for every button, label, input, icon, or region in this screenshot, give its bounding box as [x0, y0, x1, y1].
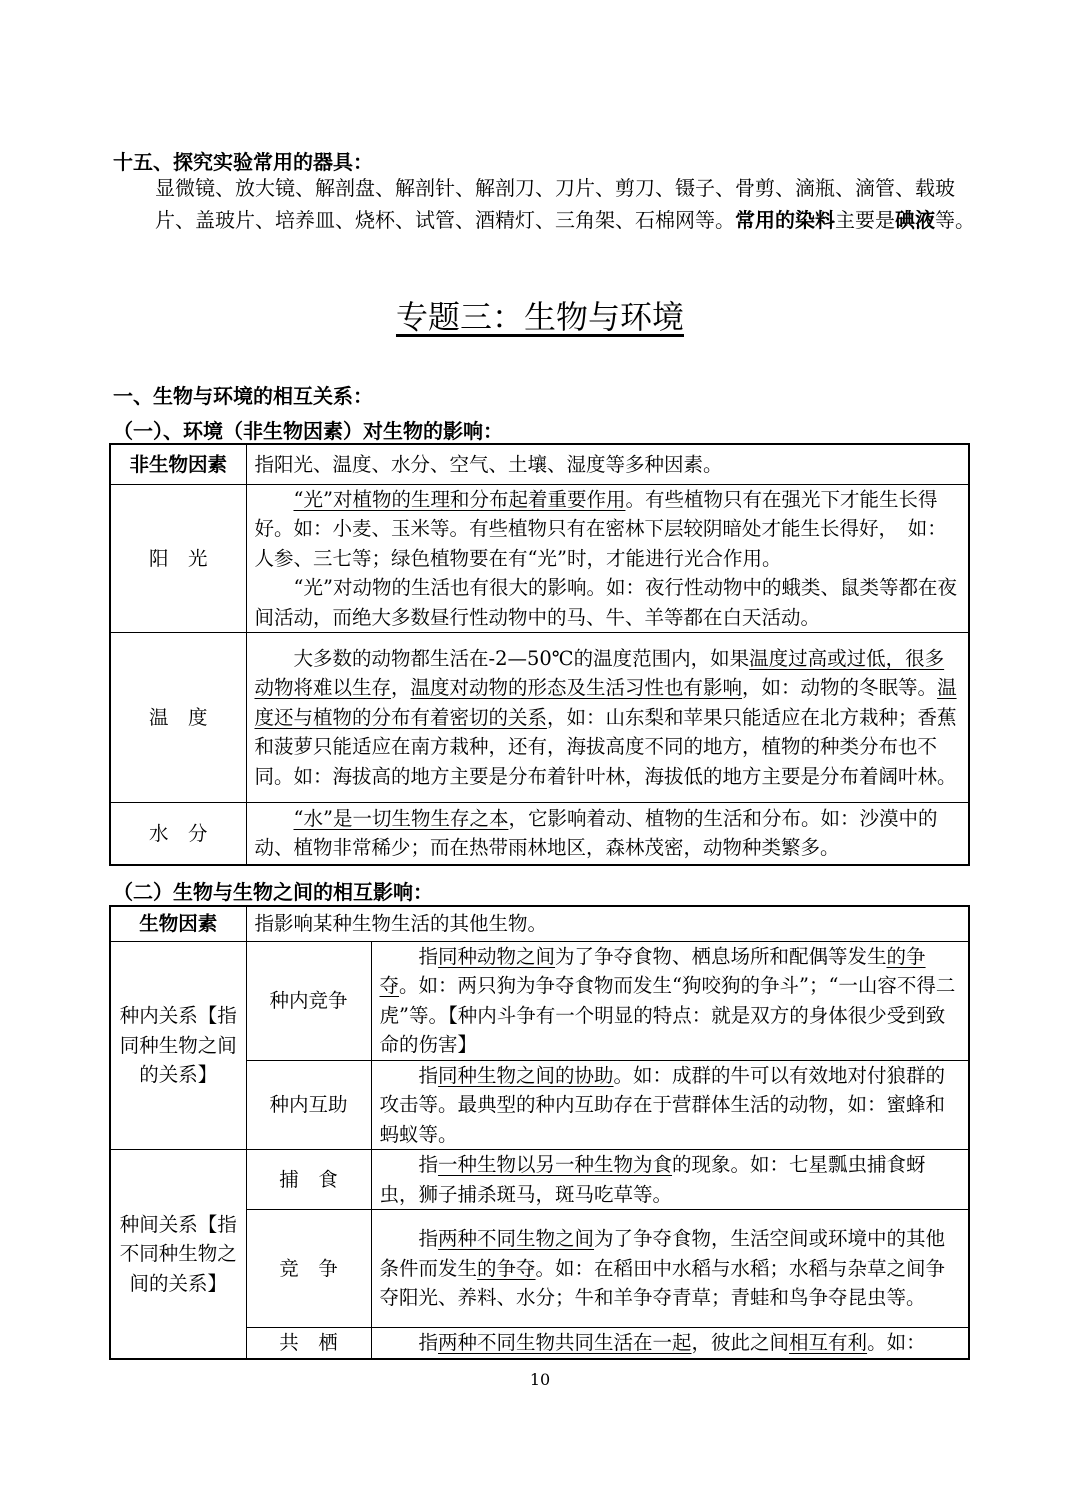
sub2-heading: （二）生物与生物之间的相互影响：: [113, 880, 433, 904]
water-label: 水 分: [110, 803, 246, 865]
topic-title-text: 专题三：生物与环境: [395, 298, 684, 336]
sunlight-text: [246, 484, 969, 633]
iodine-text: 碘液: [895, 208, 935, 232]
sym-key-1: 两种不同生物共同生活在一起: [438, 1331, 692, 1354]
symbiosis-label: 共 栖: [246, 1328, 371, 1359]
predation-paragraph: [380, 1150, 961, 1209]
biotic-definition: 指影响某种生物生活的其他生物。: [246, 906, 969, 941]
symbiosis-paragraph: [380, 1328, 961, 1358]
dye-label: 常用的染料: [735, 208, 835, 232]
icomp-text-b: 为了争夺食物，生活空间或环境中的其他条件而发生: [379, 1227, 946, 1280]
intraspecific-competition-label: 种内竞争: [246, 941, 371, 1060]
temp-key-3: 温度还与植物的分布有着密切的关系: [254, 676, 957, 729]
predation-label: 捕 食: [246, 1150, 371, 1210]
temp-text-d: ，如：山东梨和苹果只能适应在北方栽种；香蕉和菠萝只能适应在南方栽种，还有，海拔高度不同的地方，植物的种类分布也不同。如：海拔高的地方主要是分布着针叶林，海拔低的地方主要是分布着阔叶林。: [254, 705, 957, 788]
water-key-point: “水”是一切生物生存之本: [293, 806, 509, 830]
table-row: [110, 906, 969, 941]
abiotic-definition: 指阳光、温度、水分、空气、土壤、湿度等多种因素。: [246, 444, 969, 484]
equipment-text: 片、盖玻片、培养皿、烧杯、试管、酒精灯、三角架、石棉网等。: [155, 208, 735, 232]
water-detail: ，它影响着动、植物的生活和分布。如：沙漠中的动、植物非常稀少；而在热带雨林地区，森林茂密，动物种类繁多。: [254, 806, 938, 860]
section15-line1: 显微镜、放大镜、解剖盘、解剖针、解剖刀、刀片、剪刀、镊子、骨剪、滴瓶、滴管、载玻: [155, 176, 955, 200]
sunlight-paragraph-1: [255, 485, 961, 574]
temp-key-2: 温度对动物的形态及生活习性也有影响: [410, 676, 743, 700]
icomp-text-a: 指: [418, 1227, 439, 1251]
comp-key-2: 的争夺: [379, 944, 926, 997]
interspecific-competition-paragraph: [380, 1224, 961, 1313]
intraspecific-cooperation-label: 种内互助: [246, 1060, 371, 1150]
comp-text-b: 为了争夺食物、栖息场所和配偶等发生: [555, 944, 887, 968]
pred-key: 一种生物以另一种生物为食: [438, 1153, 673, 1176]
intraspecific-competition-paragraph: [380, 942, 961, 1060]
temp-text-a: 大多数的动物都生活在-2—50℃的温度范围内，如果: [293, 646, 750, 670]
sunlight-detail: 。有些植物只有在强光下才能生长得好。如：小麦、玉米等。有些植物只有在密林下层较阴暗处才能生长得好， 如：人参、三七等；绿色植物要在有“光”时，才能进行光合作用。: [254, 487, 947, 570]
interspecific-competition-text: [371, 1210, 969, 1328]
comp-text-a: 指: [418, 944, 439, 968]
abiotic-factors-table: [109, 443, 970, 866]
biotic-label: 生物因素: [110, 906, 246, 941]
pred-text-b: 的现象。如：七星瓢虫捕食蚜虫，狮子捕杀斑马，斑马吃草等。: [379, 1153, 926, 1206]
intraspecific-cooperation-paragraph: [380, 1061, 961, 1150]
temperature-text: [246, 633, 969, 803]
sunlight-label: 阳 光: [110, 484, 246, 633]
comp-text-c: 。如：两只狗为争夺食物而发生“狗咬狗的争斗”；“一山容不得二虎”等。【种内斗争有一个明显的特点：就是双方的身体很少受到致命的伤害】: [379, 974, 956, 1056]
comp-key-1: 同种动物之间: [438, 944, 556, 968]
help-key: 同种生物之间的协助: [438, 1063, 614, 1087]
temperature-paragraph: [255, 644, 961, 792]
table-row: [110, 1150, 969, 1210]
temp-text-c: ，如：动物的冬眠等。: [742, 676, 938, 700]
sym-text-a: 指: [418, 1331, 439, 1354]
part1-heading: 一、生物与环境的相互关系：: [113, 384, 373, 408]
pred-text-a: 指: [418, 1153, 439, 1176]
abiotic-label: 非生物因素: [110, 444, 246, 484]
help-text-a: 指: [418, 1063, 439, 1087]
symbiosis-text: [371, 1328, 969, 1359]
page-number: 10: [529, 1370, 551, 1389]
interspecific-label: 种间关系【指不同种生物之间的关系】: [110, 1150, 246, 1359]
water-text: [246, 803, 969, 865]
sym-text-b: ，彼此之间: [691, 1331, 790, 1354]
table-row: [110, 803, 969, 865]
temp-text-b: ，: [391, 676, 411, 700]
table-row: [110, 941, 969, 1060]
temp-key-1: 温度过高或过低，很多动物将难以生存: [254, 646, 945, 700]
sym-key-2: 相互有利: [789, 1331, 868, 1354]
section15-line2: [155, 204, 975, 236]
sunlight-key-point: “光”对植物的生理和分布起着重要作用: [293, 487, 626, 511]
table-row: [110, 484, 969, 633]
sym-text-c: 。如：: [867, 1331, 926, 1354]
icomp-key-2: 的争夺: [477, 1256, 536, 1280]
dye-connector: 主要是: [835, 208, 895, 232]
sub1-heading: （一）、环境（非生物因素）对生物的影响：: [113, 419, 503, 443]
interspecific-competition-label: 竞 争: [246, 1210, 371, 1328]
topic-title: [0, 292, 1080, 338]
temperature-label: 温 度: [110, 633, 246, 803]
section15-heading: 十五、探究实验常用的器具：: [113, 150, 373, 174]
biotic-factors-table: [109, 905, 970, 1360]
help-text-b: 。如：成群的牛可以有效地对付狼群的攻击等。最典型的种内互助存在于营群体生活的动物，如：蜜蜂和蚂蚁等。: [379, 1063, 946, 1146]
table-row: [110, 444, 969, 484]
dye-end: 等。: [935, 208, 975, 232]
table-row: [110, 633, 969, 803]
intraspecific-cooperation-text: [371, 1060, 969, 1150]
predation-text: [371, 1150, 969, 1210]
intraspecific-competition-text: [371, 941, 969, 1060]
intraspecific-label: 种内关系【指同种生物之间的关系】: [110, 941, 246, 1150]
water-paragraph: [255, 804, 961, 863]
sunlight-paragraph-2: “光”对动物的生活也有很大的影响。如：夜行性动物中的蛾类、鼠类等都在夜间活动，而绝大多数昼行性动物中的马、牛、羊等都在白天活动。: [254, 576, 957, 629]
icomp-key-1: 两种不同生物之间: [438, 1227, 595, 1251]
icomp-text-c: 。如：在稻田中水稻与水稻；水稻与杂草之间争夺阳光、养料、水分；牛和羊争夺青草；青蛙和鸟争夺昆虫等。: [379, 1256, 946, 1310]
